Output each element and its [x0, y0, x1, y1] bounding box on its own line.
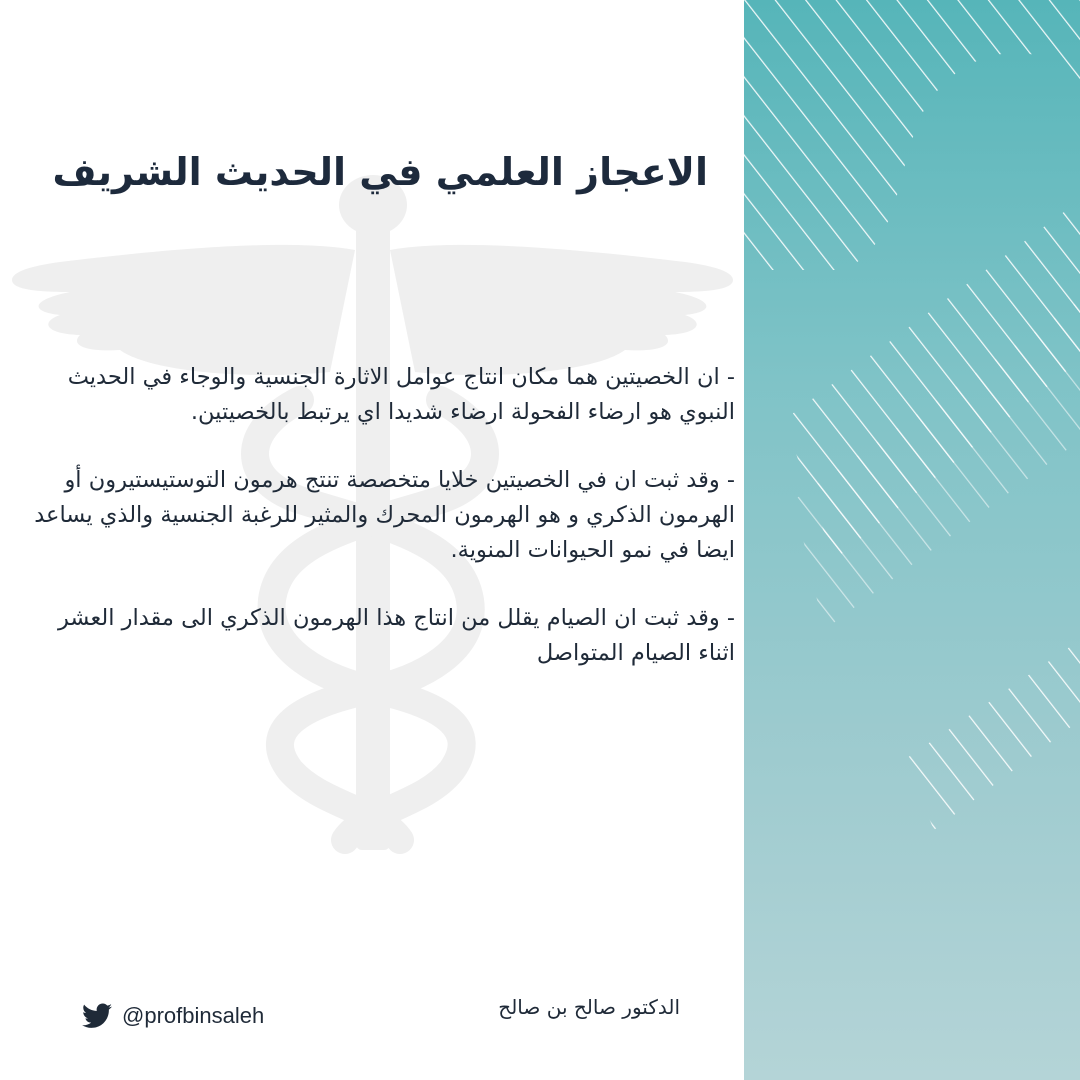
paragraph-1: - ان الخصيتين هما مكان انتاج عوامل الاثارة الجنسية والوجاء في الحديث النبوي هو ارضاء الفحولة ارضاء شديدا اي يرتبط بالخصيتين. [67, 364, 735, 425]
author-name: الدكتور صالح بن صالح [498, 995, 680, 1019]
paragraph-2: - وقد ثبت ان في الخصيتين خلايا متخصصة تنتج هرمون التوستيستيرون أو الهرمون الذكري و هو الهرمون المحرك والمثير للرغبة الجنسية والذي يساعد ايضا في نمو الحيوانات المنوية. [34, 467, 735, 563]
social-handle-row[interactable] [82, 1000, 264, 1032]
decorative-side-panel [744, 0, 1080, 1080]
page-title: الاعجاز العلمي في الحديث الشريف [52, 150, 708, 194]
paragraph-3: - وقد ثبت ان الصيام يقلل من انتاج هذا الهرمون الذكري الى مقدار العشر اثناء الصيام المتواصل [58, 605, 735, 666]
article-body [20, 360, 735, 704]
twitter-icon [82, 1003, 112, 1029]
twitter-handle[interactable]: @profbinsaleh [122, 1003, 265, 1028]
